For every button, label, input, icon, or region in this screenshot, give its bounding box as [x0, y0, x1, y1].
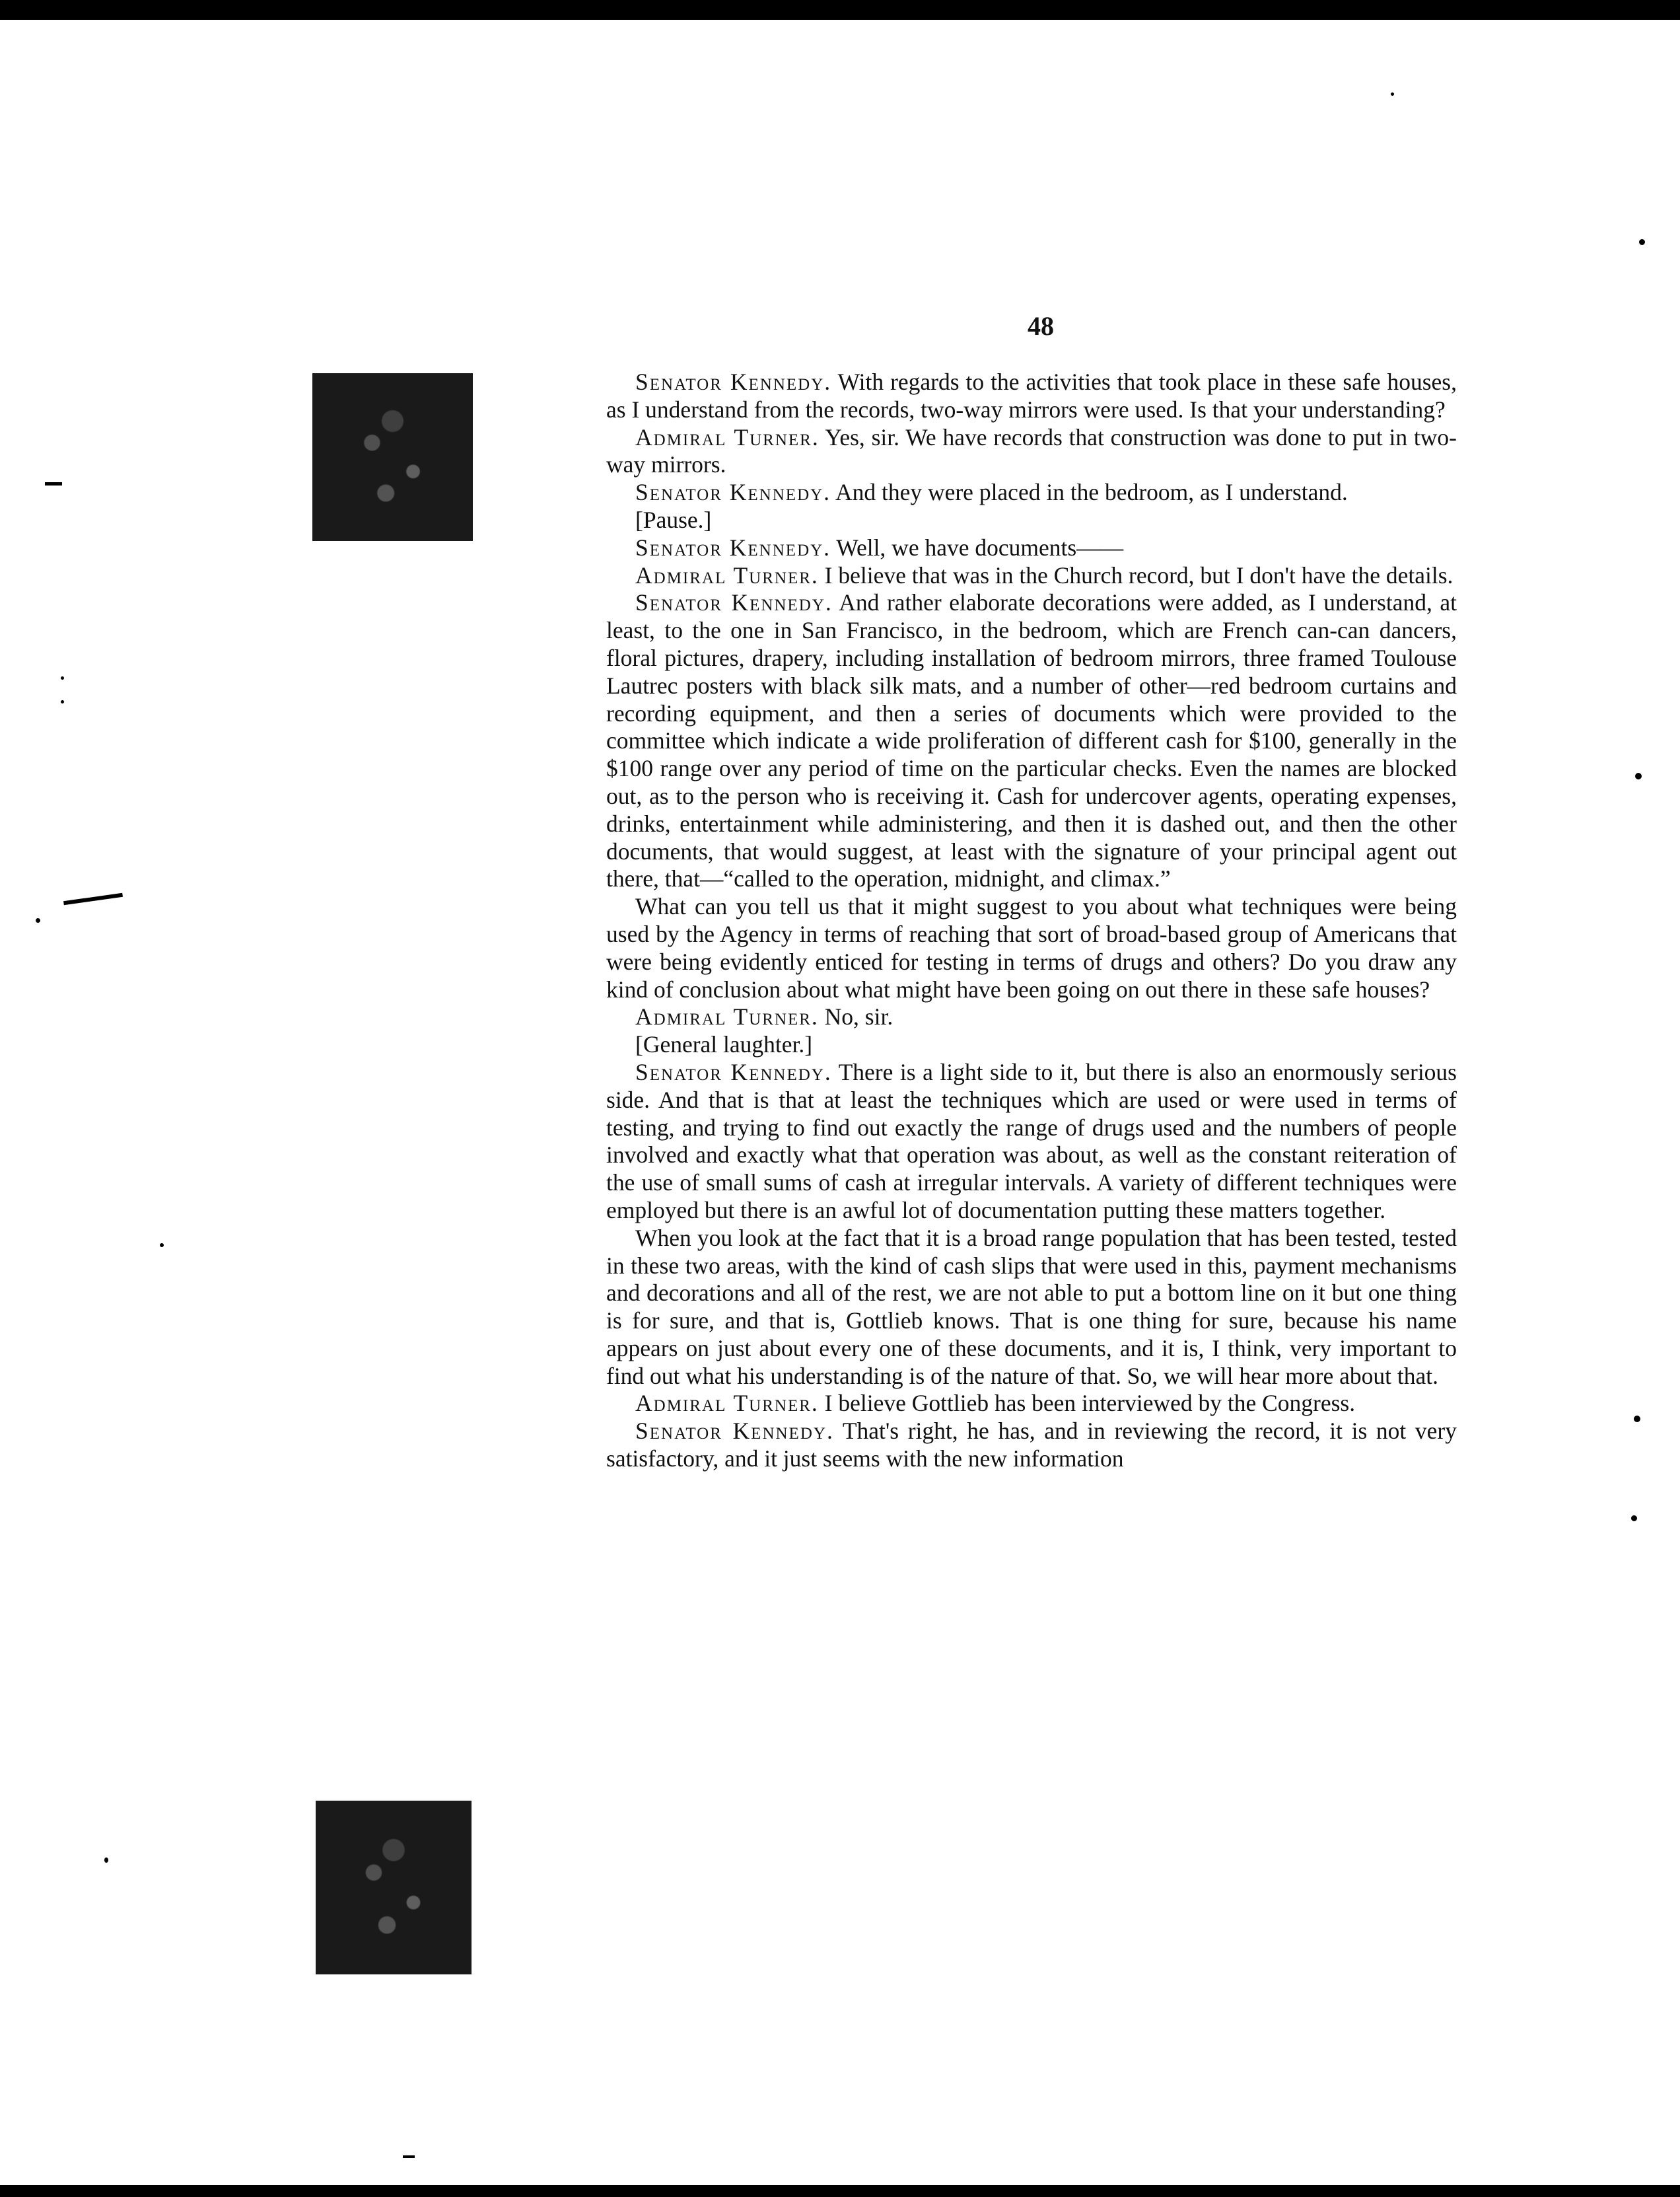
scan-artifact — [45, 482, 62, 486]
speaker-name: Senator Kennedy. — [635, 1418, 834, 1445]
scan-artifact — [1635, 773, 1642, 779]
scan-artifact — [63, 893, 123, 905]
transcript-paragraph — [606, 1003, 1457, 1031]
scan-artifact — [160, 1243, 164, 1247]
speaker-name: Senator Kennedy. — [635, 1058, 832, 1085]
transcript-paragraph — [606, 479, 1457, 507]
transcript-paragraph — [606, 1225, 1457, 1390]
transcript-paragraph — [606, 534, 1457, 562]
stage-direction — [606, 507, 1457, 534]
paragraph-text: No, sir. — [818, 1003, 893, 1030]
scan-artifact — [61, 700, 64, 703]
scan-artifact — [104, 1857, 108, 1863]
paragraph-text: And rather elaborate decorations were added, as I understand, at least, to the one in San Francisco, in the bedroom, which are French can-can dancers, floral pictures, drapery, including installation of bedroom mirrors, three framed Toulouse Lautrec posters with black silk mats, and a number of other—red bedroom curtains and recording equipment, and then a series of documents which were provided to the committee which indicate a wide proliferation of different cash for $100, generally in the $100 range over any period of time on the particular checks. Even the names are blocked out, as to the person who is receiving it. Cash for undercover agents, operating expenses, drinks, entertainment while administering, and then it is dashed out, and then the other documents, that would suggest, at least with the signature of your principal agent out there, that—“called to the operation, midnight, and climax.” — [606, 589, 1457, 892]
paragraph-text: There is a light side to it, but there is also an enormously serious side. And that is that at least the techniques which are used or were used in terms of testing, and trying to find out exactly the range of drugs used and the numbers of people involved and exactly what that operation was about, as well as the constant reiteration of the use of small sums of cash at irregular intervals. A variety of different techniques were employed but there is an awful lot of documentation putting these matters together. — [606, 1058, 1457, 1223]
transcript-paragraph — [606, 1059, 1457, 1225]
paragraph-text: [General laughter.] — [635, 1031, 813, 1058]
transcript-paragraph — [606, 1390, 1457, 1418]
scan-artifact — [1391, 92, 1394, 96]
paragraph-text: [Pause.] — [635, 506, 712, 533]
speaker-name: Senator Kennedy. — [635, 534, 831, 561]
paragraph-text: I believe that was in the Church record, but I don't have the details. — [818, 561, 1453, 589]
speaker-name: Admiral Turner. — [635, 561, 819, 589]
transcript-paragraph — [606, 562, 1457, 590]
transcript-paragraph — [606, 893, 1457, 1003]
page-number: 48 — [1028, 311, 1054, 341]
paragraph-text: What can you tell us that it might suggest to you about what techniques were being used by the Agency in terms of reaching that sort of broad-based group of Americans that were being evidently enticed for testing in terms of drugs and others? Do you draw any kind of conclusion about what might have been going on out there in these safe houses? — [606, 893, 1457, 1003]
hearing-transcript — [606, 369, 1457, 1473]
paragraph-text: I believe Gottlieb has been interviewed by the Congress. — [818, 1390, 1356, 1417]
binder-hole-top — [312, 373, 473, 541]
scan-bottom-border — [0, 2185, 1680, 2197]
transcript-paragraph — [606, 1418, 1457, 1473]
speaker-name: Admiral Turner. — [635, 423, 820, 450]
speaker-name: Senator Kennedy. — [635, 369, 832, 395]
transcript-paragraph — [606, 424, 1457, 480]
scan-artifact — [403, 2155, 415, 2158]
transcript-paragraph — [606, 589, 1457, 893]
scan-artifact — [1639, 239, 1645, 245]
paragraph-text: That's right, he has, and in reviewing the record, it is not very satisfactory, and it just seems with the new information — [606, 1418, 1457, 1472]
paragraph-text: Yes, sir. We have records that construction was done to put in two-way mirrors. — [606, 423, 1457, 478]
speaker-name: Senator Kennedy. — [635, 479, 831, 506]
speaker-name: Admiral Turner. — [635, 1003, 819, 1030]
paragraph-text: With regards to the activities that took place in these safe houses, as I understand from the records, two-way mirrors were used. Is that your understanding? — [606, 369, 1457, 423]
paragraph-text: And they were placed in the bedroom, as I understand. — [831, 479, 1348, 506]
scan-artifact — [1631, 1515, 1637, 1521]
speaker-name: Senator Kennedy. — [635, 589, 833, 616]
scan-artifact — [1634, 1416, 1640, 1422]
binder-hole-bottom — [316, 1801, 472, 1974]
paragraph-text: Well, we have documents—— — [831, 534, 1124, 561]
speaker-name: Admiral Turner. — [635, 1390, 819, 1417]
paragraph-text: When you look at the fact that it is a broad range population that has been tested, tested in these two areas, with the kind of cash slips that were used in this, payment mechanisms and decorations and all of the rest, we are not able to put a bottom line on it but one thing is for sure, and that is, Gottlieb knows. That is one thing for sure, because his name appears on just about every one of these documents, and it is, I think, very important to find out what his understanding is of the nature of that. So, we will hear more about that. — [606, 1224, 1457, 1389]
scan-artifact — [61, 676, 64, 680]
stage-direction — [606, 1031, 1457, 1059]
scan-top-border — [0, 0, 1680, 20]
scan-artifact — [36, 918, 40, 923]
transcript-paragraph — [606, 369, 1457, 424]
